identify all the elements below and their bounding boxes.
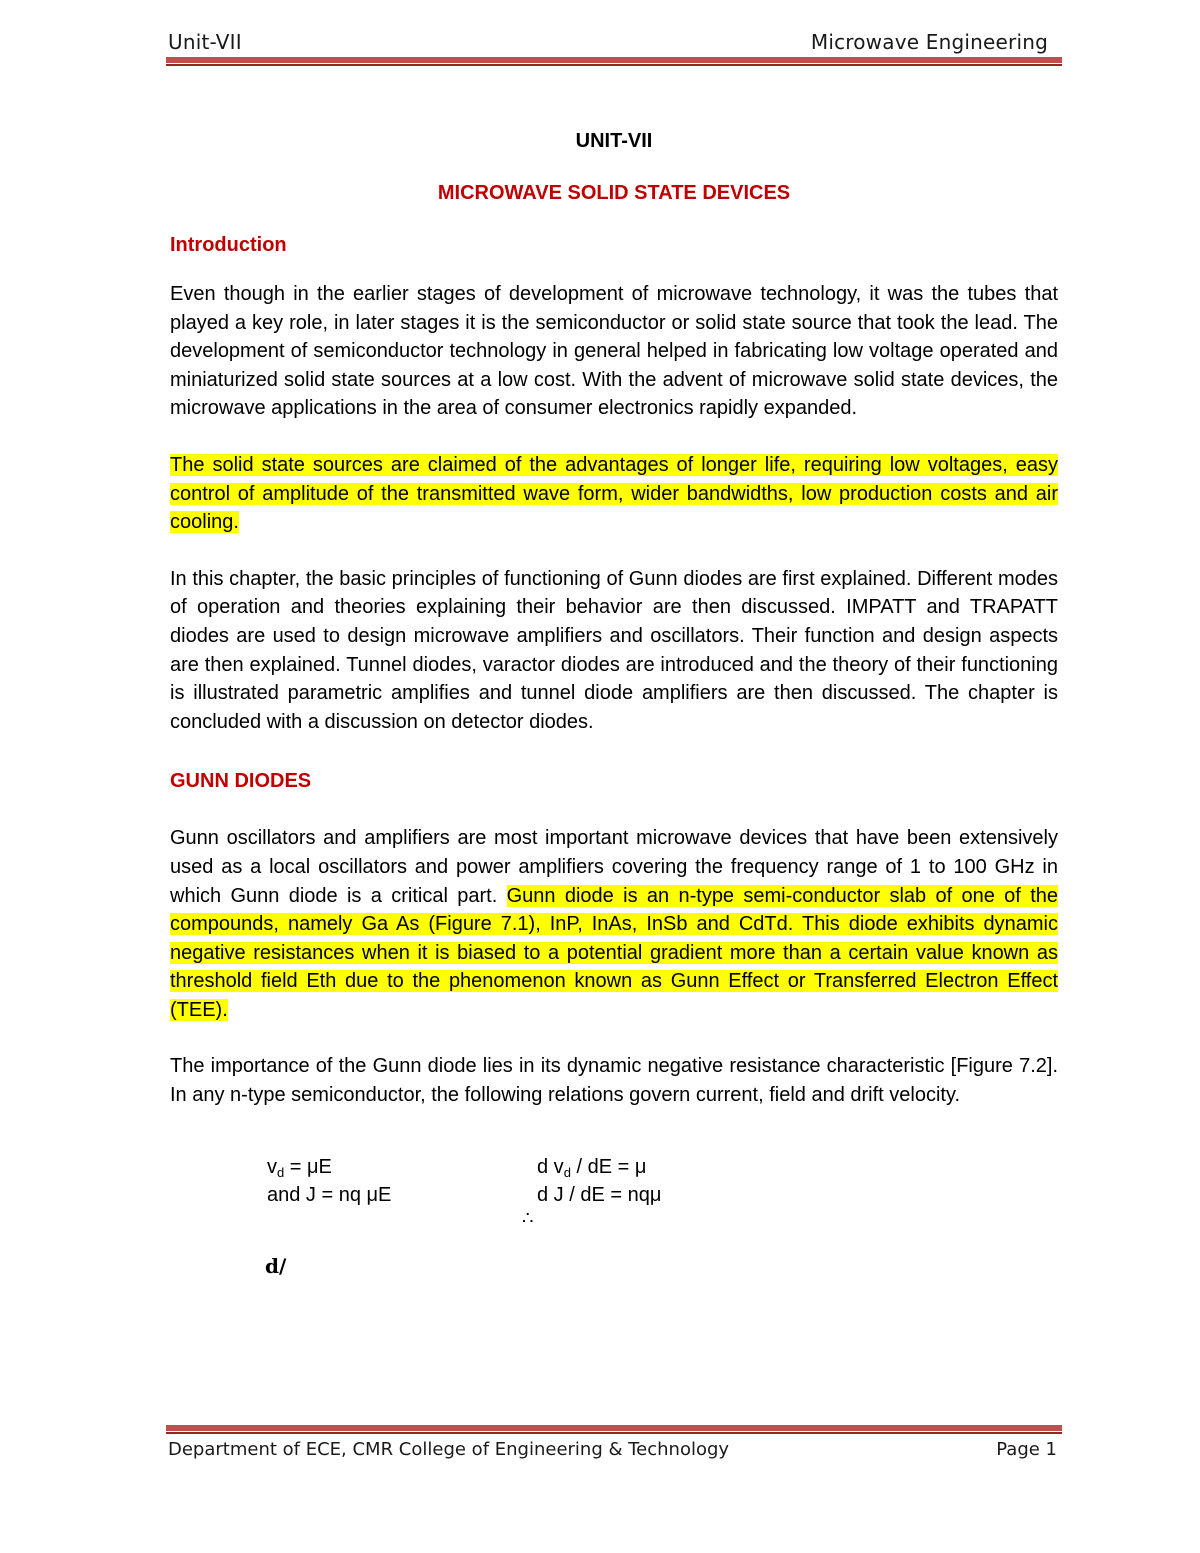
footer-rule [166, 1425, 1062, 1434]
unit-title: UNIT-VII [575, 130, 653, 152]
intro-paragraph-2 [170, 451, 1058, 537]
gunn-paragraph-1 [170, 824, 1058, 1024]
header-course-label: Microwave Engineering [810, 30, 1048, 54]
intro-paragraph-1: Even though in the earlier stages of development of microwave technology, it was the tubes that played a key role, in later stages it is the semiconductor or solid state source that took the lead. The development of semiconductor technology in general helped in fabricating low voltage operated and miniaturized solid state sources at a low cost. With the advent of microwave solid state devices, the microwave applications in the area of consumer electronics rapidly expanded. [170, 283, 1058, 420]
intro-heading: Introduction [170, 234, 287, 256]
header-unit-label: Unit-VII [168, 30, 242, 54]
equation-block [170, 1156, 1058, 1276]
equation-partial: d/ [265, 1253, 287, 1278]
chapter-title: MICROWAVE SOLID STATE DEVICES [437, 182, 791, 204]
page-number: Page 1 [996, 1439, 1057, 1460]
gunn-heading: GUNN DIODES [170, 770, 312, 793]
page-footer [166, 1439, 1062, 1465]
intro-paragraph-3: In this chapter, the basic principles of functioning of Gunn diodes are first explained. Different modes of operation and theories explaining their behavior are then discussed. IMPATT and TRAPATT diodes are used to design microwave amplifiers and oscillators. Their function and design aspects are then explained. Tunnel diodes, varactor diodes are introduced and the theory of their functioning is illustrated parametric amplifies and tunnel diode amplifiers are then discussed. The chapter is concluded with a discussion on detector diodes. [170, 567, 1058, 733]
equation-current-density: and J = nq μE [267, 1183, 392, 1206]
gunn-paragraph-2: The importance of the Gunn diode lies in its dynamic negative resistance characteristic [Figure 7.2]. In any n-type semiconductor, the following relations govern current, field and drift velocity. [170, 1055, 1058, 1107]
highlighted-text: Gunn diode is an n-type semi-conductor slab of one of the compounds, namely Ga As (Figure 7.1), InP, InAs, InSb and CdTd. This diode exhibits dynamic negative resistances when it is biased to a potential gradient more than a certain value known as threshold field Eth due to the phenomenon known as Gunn Effect or Transferred Electron Effect (TEE). [170, 884, 1058, 1021]
page-header [166, 30, 1062, 58]
footer-department-label: Department of ECE, CMR College of Engineering & Technology [168, 1439, 730, 1460]
gunn-paragraph-1-plain: Gunn oscillators and amplifiers are most important microwave devices that have been extensively used as a local oscillators and power amplifiers covering the frequency range of 1 to 100 GHz in which Gunn diode is a critical part. [170, 827, 1058, 907]
page-content [170, 126, 1058, 1276]
therefore-symbol: ∴ [522, 1207, 534, 1228]
equation-mobility: d $v_d$ / dE = μ [537, 1155, 647, 1180]
equation-drift-velocity: $v_d = \mu E$ [267, 1155, 332, 1180]
equation-conductivity: d J / dE = nqμ [537, 1183, 662, 1206]
highlighted-text: The solid state sources are claimed of the advantages of longer life, requiring low voltages, easy control of amplitude of the transmitted wave form, wider bandwidths, low production costs and air cooling. [170, 453, 1058, 534]
header-rule [166, 57, 1062, 66]
